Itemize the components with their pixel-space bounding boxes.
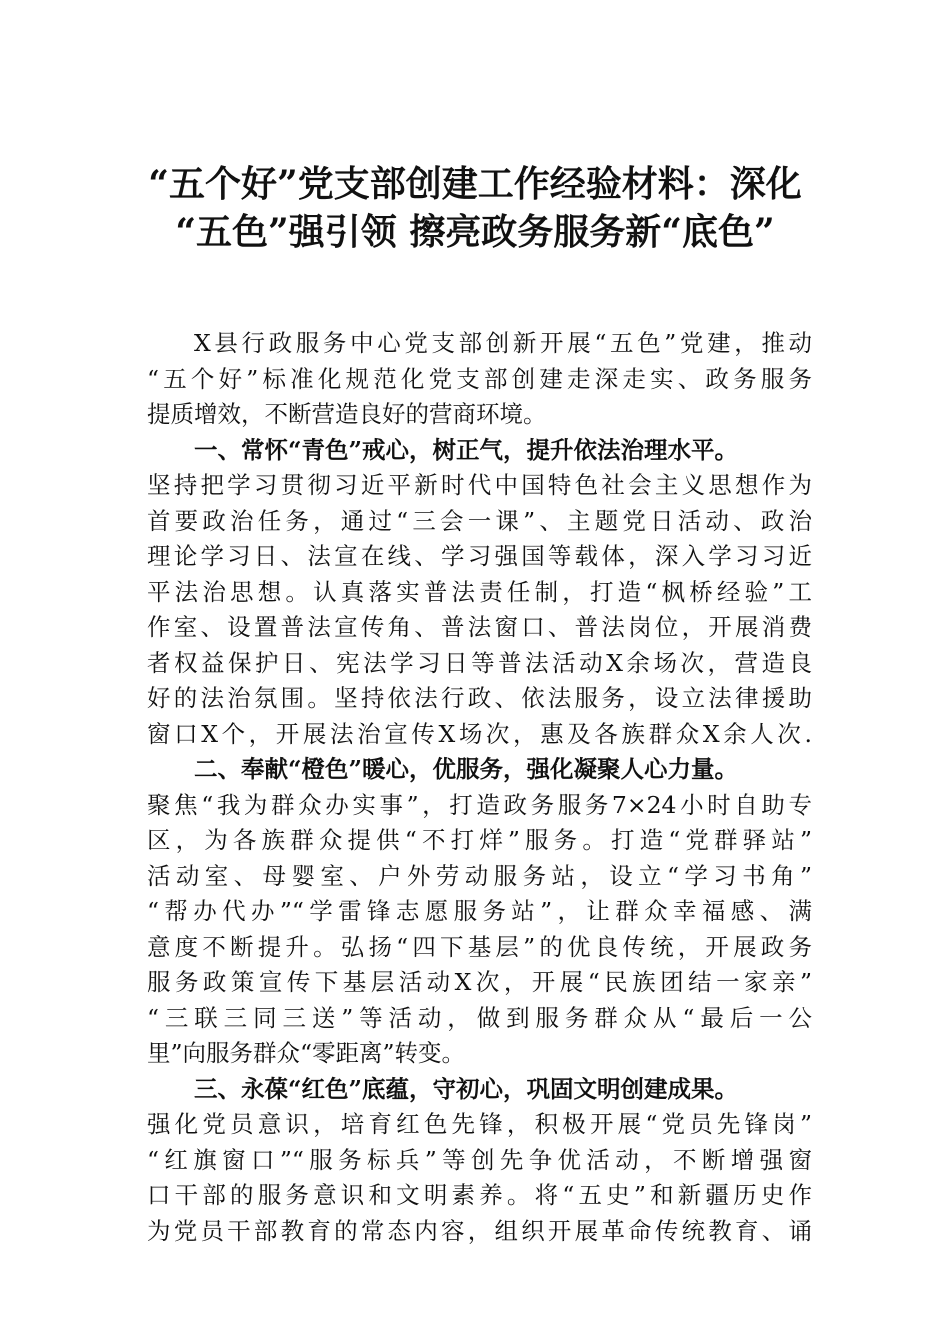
section-2-line: “帮办代办”“学雷锋志愿服务站”，让群众幸福感、满 xyxy=(147,897,812,925)
document-body xyxy=(147,326,812,1249)
intro-line: 提质增效，不断营造良好的营商环境。 xyxy=(147,400,547,428)
section-2-line: 区，为各族群众提供“不打烊”服务。打造“党群驿站” xyxy=(147,826,812,854)
section-2-line: 服务政策宣传下基层活动X次，开展“民族团结一家亲” xyxy=(147,968,812,996)
section-2-line: 意度不断提升。弘扬“四下基层”的优良传统，开展政务 xyxy=(147,932,812,961)
section-1-line: 作室、设置普法宣传角、普法窗口、普法岗位，开展消费 xyxy=(147,613,812,641)
section-1-line: 理论学习日、法宣在线、学习强国等载体，深入学习习近 xyxy=(147,542,812,570)
intro-line: “五个好”标准化规范化党支部创建走深走实、政务服务 xyxy=(147,364,812,393)
section-3-line: 为党员干部教育的常态内容，组织开展革命传统教育、诵 xyxy=(147,1216,812,1245)
section-1-line: 首要政治任务，通过“三会一课”、主题党日活动、政治 xyxy=(147,506,812,535)
section-3-line: “红旗窗口”“服务标兵”等创先争优活动，不断增强窗 xyxy=(147,1145,812,1174)
section-1-line: 好的法治氛围。坚持依法行政、依法服务，设立法律援助 xyxy=(147,684,812,712)
document-title-line-2: “五色”强引领 擦亮政务服务新“底色” xyxy=(175,211,775,253)
section-2-line: 里”向服务群众“零距离”转变。 xyxy=(147,1039,466,1067)
section-2-line: 聚焦“我为群众办实事”，打造政务服务7×24小时自助专 xyxy=(147,790,812,819)
document-title-line-1: “五个好”党支部创建工作经验材料：深化 xyxy=(148,163,802,205)
section-2-line: “三联三同三送”等活动，做到服务群众从“最后一公 xyxy=(147,1003,812,1032)
intro-line: X县行政服务中心党支部创新开展“五色”党建，推动 xyxy=(194,329,812,357)
section-heading-2: 二、奉献“橙色”暖心，优服务，强化凝聚人心力量。 xyxy=(194,755,739,783)
section-1-line: 平法治思想。认真落实普法责任制，打造“枫桥经验”工 xyxy=(147,577,812,606)
section-1-line: 坚持把学习贯彻习近平新时代中国特色社会主义思想作为 xyxy=(147,471,812,499)
section-3-line: 口干部的服务意识和文明素养。将“五史”和新疆历史作 xyxy=(147,1181,812,1209)
section-heading-3: 三、永葆“红色”底蕴，守初心，巩固文明创建成果。 xyxy=(194,1074,739,1103)
section-3-line: 强化党员意识，培育红色先锋，积极开展“党员先锋岗” xyxy=(147,1110,812,1138)
section-1-line: 窗口X个，开展法治宣传X场次，惠及各族群众X余人次. xyxy=(147,719,812,748)
section-2-line: 活动室、母婴室、户外劳动服务站，设立“学习书角” xyxy=(147,861,812,890)
section-heading-1: 一、常怀“青色”戒心，树正气，提升依法治理水平。 xyxy=(194,435,739,464)
section-1-line: 者权益保护日、宪法学习日等普法活动X余场次，营造良 xyxy=(147,648,812,677)
